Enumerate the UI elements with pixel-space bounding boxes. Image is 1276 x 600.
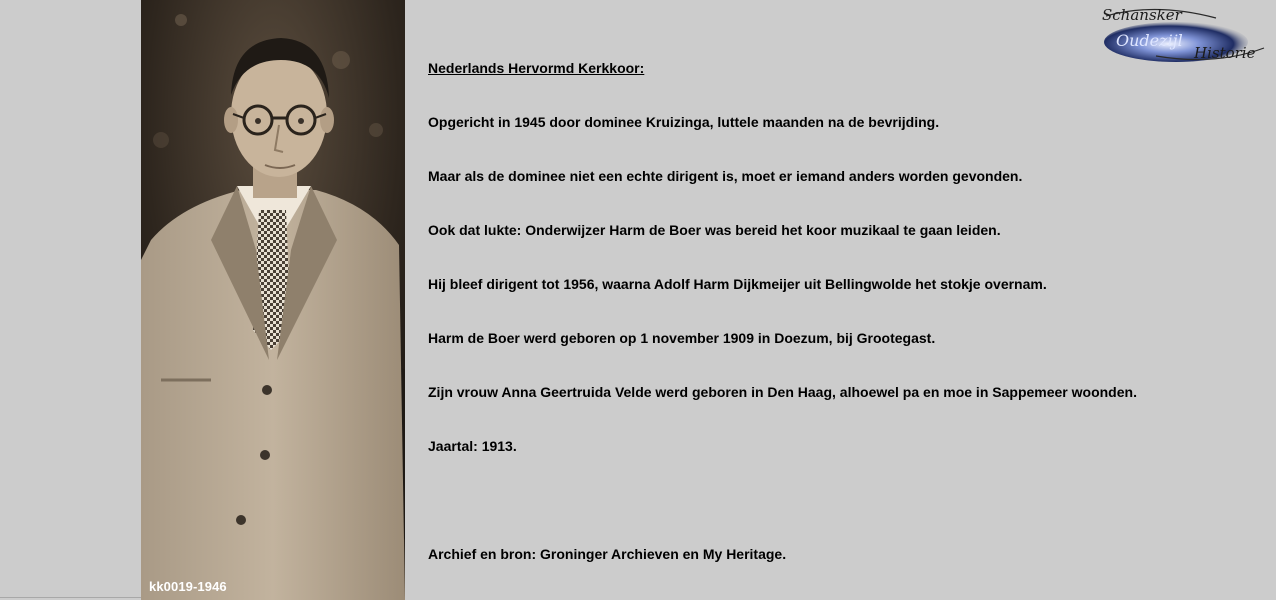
divider-line (0, 597, 141, 598)
source-credit: Archief en bron: Groninger Archieven en My Heritage. (428, 546, 787, 562)
paragraph-founded: Opgericht in 1945 door dominee Kruizinga, luttele maanden na de bevrijding. (428, 114, 940, 130)
logo-text-schansker: Schansker (1102, 6, 1182, 24)
paragraph-wife: Zijn vrouw Anna Geertruida Velde werd geboren in Den Haag, alhoewel pa en moe in Sappemeer woonden. (428, 384, 1137, 400)
page-heading: Nederlands Hervormd Kerkkoor: (428, 60, 645, 76)
logo-text-oudezijl: Oudezijl (1116, 31, 1183, 50)
paragraph-harm-de-boer: Ook dat lukte: Onderwijzer Harm de Boer was bereid het koor muzikaal te gaan leiden. (428, 222, 1001, 238)
photo-caption: kk0019-1946 (149, 579, 227, 594)
logo-text-historie: Historie (1194, 44, 1256, 62)
main-content (428, 0, 1248, 600)
paragraph-conductor-needed: Maar als de dominee niet een echte dirigent is, moet er iemand anders worden gevonden. (428, 168, 1023, 184)
paragraph-year: Jaartal: 1913. (428, 438, 517, 454)
paragraph-birth: Harm de Boer werd geboren op 1 november 1909 in Doezum, bij Grootegast. (428, 330, 936, 346)
portrait-image (141, 0, 405, 600)
portrait-photo (141, 0, 405, 600)
paragraph-successor: Hij bleef dirigent tot 1956, waarna Adolf Harm Dijkmeijer uit Bellingwolde het stokje overnam. (428, 276, 1047, 292)
